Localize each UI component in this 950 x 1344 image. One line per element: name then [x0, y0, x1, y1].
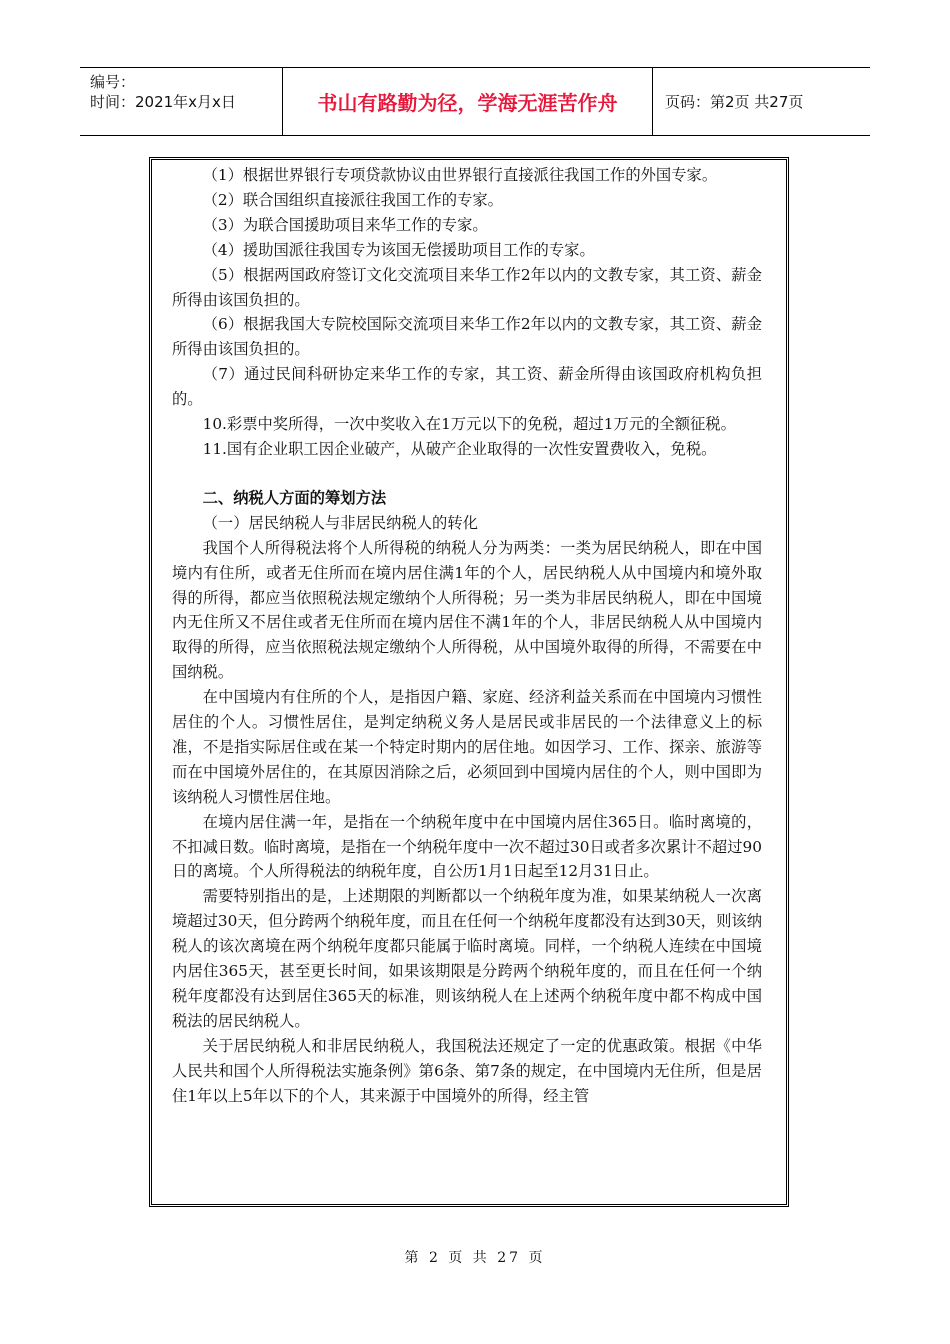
- paragraph: （7）通过民间科研协定来华工作的专家，其工资、薪金所得由该国政府机构负担的。: [172, 365, 762, 409]
- header-motto: 书山有路勤为径，学海无涯苦作舟: [283, 68, 653, 135]
- header-meta: [80, 68, 283, 135]
- section-heading: 二、纳税人方面的筹划方法: [202, 488, 387, 507]
- page-header: [80, 67, 870, 136]
- body-paragraph: 在境内居住满一年，是指在一个纳税年度中在中国境内居住365日。临时离境的，不扣减日数。临时离境，是指在一个纳税年度中一次不超过30日或者多次累计不超过90日的离境。个人所得税法的纳税年度，自公历1月1日起至12月31日止。: [172, 812, 762, 881]
- body-paragraph: 需要特别指出的是，上述期限的判断都以一个纳税年度为准，如果某纳税人一次离境超过30天，但分跨两个纳税年度，而且在任何一个纳税年度都没有达到30天，则该纳税人的该次离境在两个纳税年度都只能属于临时离境。同样，一个纳税人连续在中国境内居住365天，甚至更长时间，如果该期限是分跨两个纳税年度的，而且在任何一个纳税年度都没有达到居住365天的标准，则该纳税人在上述两个纳税年度中都不构成中国税法的居民纳税人。: [172, 887, 762, 1030]
- page-footer: 第 2 页 共 27 页: [404, 1250, 546, 1266]
- paragraph: 10.彩票中奖所得，一次中奖收入在1万元以下的免税，超过1万元的全额征税。: [202, 415, 736, 434]
- spacer: [172, 462, 762, 486]
- time-label: 时间：2021年x月x日: [90, 93, 236, 111]
- paragraph: （5）根据两国政府签订文化交流项目来华工作2年以内的文教专家，其工资、薪金所得由该国负担的。: [172, 265, 762, 309]
- paragraph: （2）联合国组织直接派往我国工作的专家。: [202, 190, 503, 209]
- code-label: 编号：: [90, 73, 136, 91]
- sub-heading: （一）居民纳税人与非居民纳税人的转化: [202, 513, 478, 532]
- header-page-info: 页码：第2页 共27页: [665, 93, 804, 111]
- paragraph: （3）为联合国援助项目来华工作的专家。: [202, 215, 488, 234]
- paragraph: 11.国有企业职工因企业破产，从破产企业取得的一次性安置费收入，免税。: [202, 439, 717, 458]
- body-paragraph: 关于居民纳税人和非居民纳税人，我国税法还规定了一定的优惠政策。根据《中华人民共和国个人所得税法实施条例》第6条、第7条的规定，在中国境内无住所，但是居住1年以上5年以下的个人，其来源于中国境外的所得，经主管: [172, 1036, 762, 1105]
- document-body: [172, 163, 762, 1109]
- paragraph: （1）根据世界银行专项贷款协议由世界银行直接派往我国工作的外国专家。: [202, 166, 718, 184]
- body-paragraph: 我国个人所得税法将个人所得税的纳税人分为两类：一类为居民纳税人，即在中国境内有住所，或者无住所而在境内居住满1年的个人，居民纳税人从中国境内和境外取得的所得，都应当依照税法规定缴纳个人所得税；另一类为非居民纳税人，即在中国境内无住所又不居住或者无住所而在境内居住不满1年的个人，非居民纳税人从中国境内取得的所得，应当依照税法规定缴纳个人所得税，从中国境外取得的所得，不需要在中国纳税。: [172, 538, 762, 682]
- body-paragraph: 在中国境内有住所的个人，是指因户籍、家庭、经济利益关系而在中国境内习惯性居住的个人。习惯性居住，是判定纳税义务人是居民或非居民的一个法律意义上的标准，不是指实际居住或在某一个特定时期内的居住地。如因学习、工作、探亲、旅游等而在中国境外居住的，在其原因消除之后，必须回到中国境内居住的个人，则中国即为该纳税人习惯性居住地。: [172, 688, 762, 806]
- paragraph: （4）援助国派往我国专为该国无偿援助项目工作的专家。: [202, 240, 595, 259]
- paragraph: （6）根据我国大专院校国际交流项目来华工作2年以内的文教专家，其工资、薪金所得由该国负担的。: [172, 315, 762, 359]
